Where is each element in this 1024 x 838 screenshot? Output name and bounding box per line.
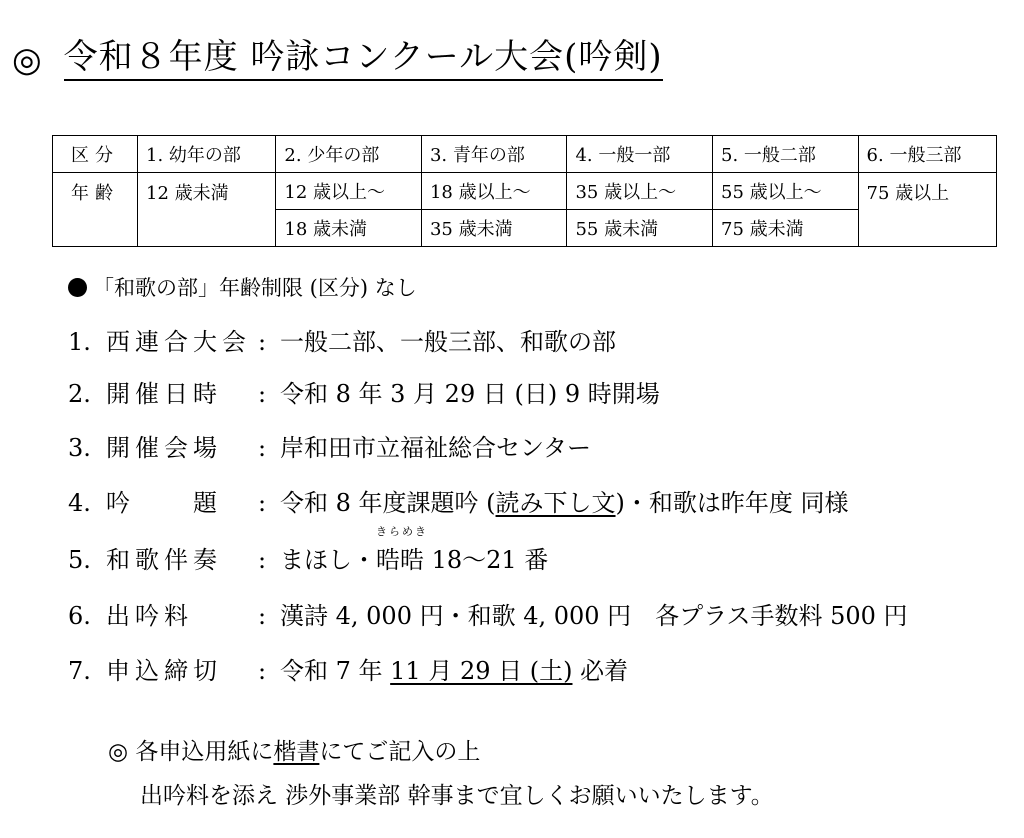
item-colon: : <box>258 546 267 574</box>
table-cell: 18 歳以上～ <box>421 173 567 210</box>
list-item <box>68 428 591 463</box>
underlined-deadline: 11 月 29 日 (土) <box>390 657 573 685</box>
list-item <box>68 322 616 357</box>
item-value: 令和 7 年 11 月 29 日 (土) 必着 <box>280 657 629 685</box>
table-cell: 6. 一般三部 <box>858 136 996 173</box>
page-title <box>12 38 663 81</box>
table-cell: 4. 一般一部 <box>567 136 713 173</box>
title-text: 令和８年度 吟詠コンクール大会(吟剣) <box>64 38 663 81</box>
ruby-word: きらめき 晧晧 <box>376 525 428 574</box>
table-cell: 35 歳未満 <box>421 210 567 247</box>
item-number: 5. <box>68 546 91 574</box>
item-value: 一般二部、一般三部、和歌の部 <box>280 328 616 356</box>
category-table <box>52 135 997 247</box>
item-label: 出吟料 <box>106 602 193 630</box>
underlined-text: 読み下し文 <box>495 489 616 517</box>
item-colon: : <box>258 380 267 408</box>
footer-instruction: ◎ 各申込用紙に楷書にてご記入の上 <box>108 739 481 765</box>
item-label: 吟 題 <box>106 489 222 517</box>
waka-note <box>68 272 417 302</box>
table-cell: 75 歳未満 <box>713 210 859 247</box>
table-row <box>53 173 997 210</box>
item-number: 2. <box>68 380 91 408</box>
table-cell: 12 歳未満 <box>138 173 276 247</box>
item-value: まほし・ きらめき 晧晧 18～21 番 <box>280 525 549 574</box>
item-label: 申込締切 <box>106 657 222 685</box>
item-colon: : <box>258 489 267 517</box>
list-item <box>68 596 908 631</box>
table-cell: 5. 一般二部 <box>713 136 859 173</box>
item-colon: : <box>258 602 267 630</box>
item-label: 開催会場 <box>106 434 222 462</box>
table-cell: 2. 少年の部 <box>276 136 422 173</box>
table-cell: 55 歳未満 <box>567 210 713 247</box>
double-circle-icon: ◎ <box>12 39 42 80</box>
item-number: 6. <box>68 602 91 630</box>
note-text: 「和歌の部」年齢制限 (区分) なし <box>93 276 417 300</box>
list-item <box>68 651 628 686</box>
item-label: 西連合大会 <box>106 328 251 356</box>
item-label: 和歌伴奏 <box>106 546 222 574</box>
table-cell: 35 歳以上～ <box>567 173 713 210</box>
table-cell: 1. 幼年の部 <box>138 136 276 173</box>
item-value: 令和 8 年 3 月 29 日 (日) 9 時開場 <box>280 380 660 408</box>
item-number: 7. <box>68 657 91 685</box>
list-item <box>68 525 549 575</box>
list-item <box>68 374 660 409</box>
item-number: 1. <box>68 328 91 356</box>
underlined-text: 楷書 <box>273 739 320 765</box>
footer-request: 出吟料を添え 渉外事業部 幹事まで宜しくお願いいたします。 <box>140 783 774 809</box>
table-cell: 12 歳以上～ <box>276 173 422 210</box>
table-row <box>53 136 997 173</box>
ruby-reading: きらめき <box>376 525 428 538</box>
item-value: 漢詩 4, 000 円・和歌 4, 000 円 各プラス手数料 500 円 <box>280 602 908 630</box>
table-cell: 18 歳未満 <box>276 210 422 247</box>
item-colon: : <box>258 657 267 685</box>
item-value: 岸和田市立福祉総合センター <box>280 434 592 462</box>
item-colon: : <box>258 328 267 356</box>
row-header-age: 年齢 <box>53 173 138 247</box>
item-number: 4. <box>68 489 91 517</box>
table-cell: 55 歳以上～ <box>713 173 859 210</box>
table-cell: 75 歳以上 <box>858 173 996 247</box>
bullet-icon <box>68 278 87 297</box>
item-colon: : <box>258 434 267 462</box>
row-header-category: 区分 <box>53 136 138 173</box>
item-label: 開催日時 <box>106 380 222 408</box>
table-cell: 3. 青年の部 <box>421 136 567 173</box>
item-value: 令和 8 年度課題吟 (読み下し文)・和歌は昨年度 同様 <box>280 489 849 517</box>
list-item <box>68 483 849 518</box>
item-number: 3. <box>68 434 91 462</box>
